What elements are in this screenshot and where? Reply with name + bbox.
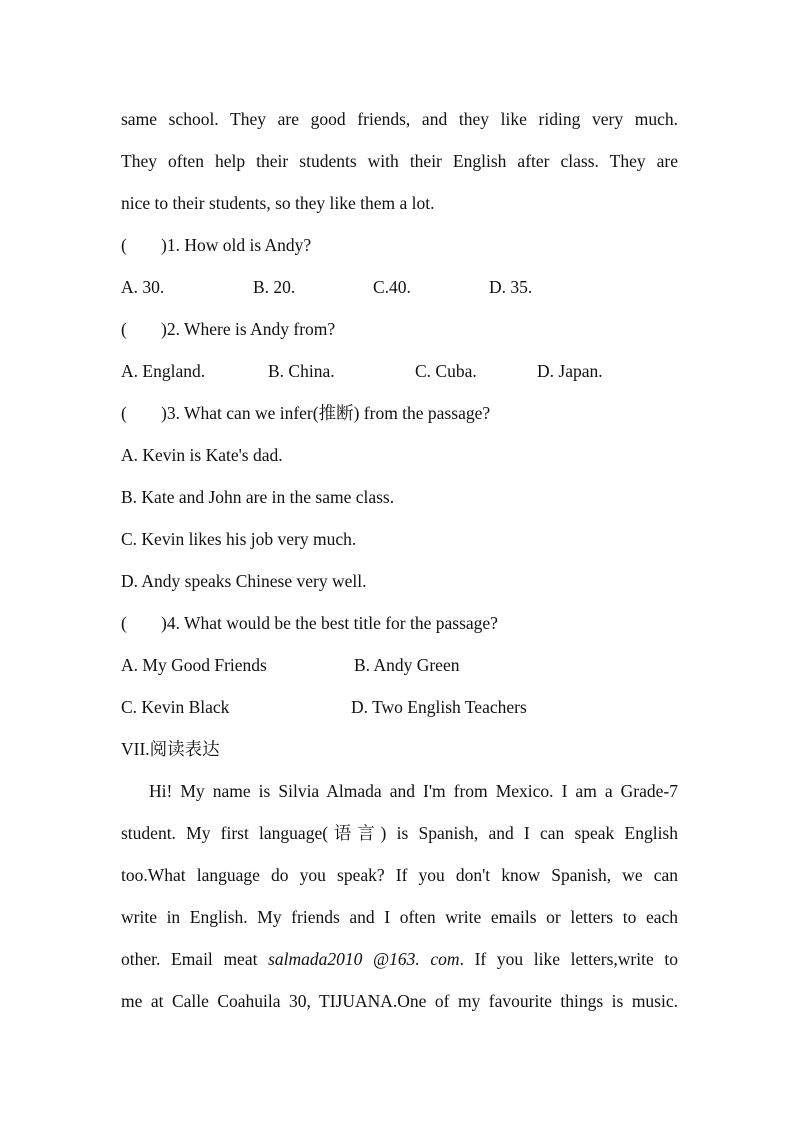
passage2-line-5-before: other. Email meat: [121, 949, 258, 969]
passage-line-1: same school. They are good friends, and they like riding very much.: [121, 109, 678, 129]
answer-blank-3[interactable]: (: [121, 403, 127, 423]
passage2-line-6: me at Calle Coahuila 30, TIJUANA.One of my favourite things is music.: [121, 991, 678, 1011]
email-address: salmada2010 @163. com: [268, 949, 460, 969]
q2-option-b: B. China.: [268, 361, 335, 381]
q4-option-b: B. Andy Green: [354, 655, 460, 675]
q3-option-c: C. Kevin likes his job very much.: [121, 529, 357, 549]
passage2-line-5: [121, 948, 678, 970]
q2-option-c: C. Cuba.: [415, 361, 477, 381]
q1-option-b: B. 20.: [253, 277, 296, 297]
question-1: [121, 234, 311, 256]
q4-option-c: C. Kevin Black: [121, 697, 230, 717]
question-4-text: )4. What would be the best title for the passage?: [161, 613, 498, 633]
passage2-line-1: Hi! My name is Silvia Almada and I'm from Mexico. I am a Grade-7: [149, 781, 678, 801]
q1-option-c: C.40.: [373, 277, 411, 297]
passage-line-3: nice to their students, so they like them a lot.: [121, 193, 435, 213]
answer-blank-4[interactable]: (: [121, 613, 127, 633]
question-2-text: )2. Where is Andy from?: [161, 319, 336, 339]
q3-option-a: A. Kevin is Kate's dad.: [121, 445, 283, 465]
question-2: [121, 318, 335, 340]
q4-option-d: D. Two English Teachers: [351, 697, 527, 717]
q4-option-a: A. My Good Friends: [121, 655, 267, 675]
answer-blank-1[interactable]: (: [121, 235, 127, 255]
question-3-text: )3. What can we infer(推断) from the passage?: [161, 403, 491, 423]
passage2-line-2: student. My first language(语言) is Spanish, and I can speak English: [121, 823, 678, 843]
question-4: [121, 612, 498, 634]
passage2-line-4: write in English. My friends and I often write emails or letters to each: [121, 907, 678, 927]
passage-line-2: They often help their students with their English after class. They are: [121, 151, 678, 171]
question-3: [121, 402, 490, 424]
passage2-line-5-after: . If you like letters,write to: [459, 949, 678, 969]
q2-option-a: A. England.: [121, 361, 206, 381]
q1-option-a: A. 30.: [121, 277, 165, 297]
q3-option-d: D. Andy speaks Chinese very well.: [121, 571, 367, 591]
q2-option-d: D. Japan.: [537, 361, 603, 381]
answer-blank-2[interactable]: (: [121, 319, 127, 339]
q3-option-b: B. Kate and John are in the same class.: [121, 487, 395, 507]
q1-option-d: D. 35.: [489, 277, 533, 297]
section-heading: VII.阅读表达: [121, 739, 220, 759]
question-1-text: )1. How old is Andy?: [161, 235, 312, 255]
passage2-line-3: too.What language do you speak? If you don't know Spanish, we can: [121, 865, 678, 885]
